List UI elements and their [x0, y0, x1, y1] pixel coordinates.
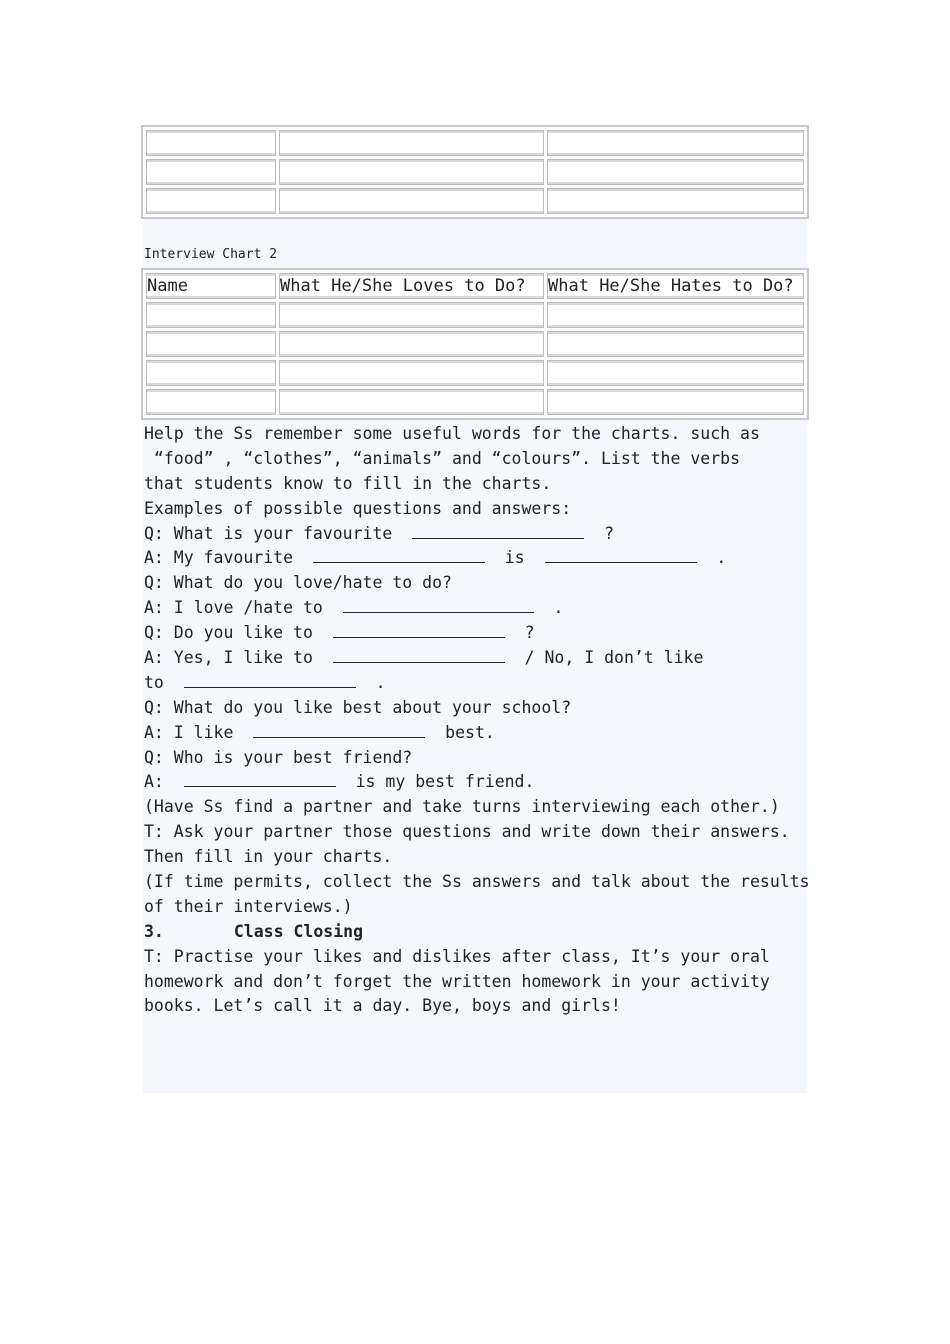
table-cell — [279, 331, 544, 357]
text-span: / No, I don’t like — [504, 648, 704, 668]
section-number: 3. — [144, 921, 164, 941]
paragraph-line: (Have Ss find a partner and take turns interviewing each other.) — [144, 797, 780, 817]
text-span: . — [355, 672, 386, 692]
table-row — [146, 130, 804, 156]
table-cell — [146, 159, 276, 185]
fill-in-blank — [333, 621, 505, 638]
table-cell — [547, 389, 804, 415]
answer-line — [144, 596, 804, 621]
interview-chart-2-table — [141, 268, 809, 420]
paragraph-line: homework and don’t forget the written homework in your activity — [144, 971, 770, 991]
table-cell — [279, 302, 544, 328]
answer-line — [144, 671, 804, 696]
question-line — [144, 522, 804, 547]
fill-in-blank — [343, 596, 534, 613]
paragraph-line: (If time permits, collect the Ss answers and talk about the results — [144, 872, 810, 892]
text-span: . — [696, 548, 727, 568]
table-row — [146, 188, 804, 214]
fill-in-blank — [412, 522, 584, 539]
table-cell — [547, 159, 804, 185]
text-span: to — [144, 672, 184, 692]
text-span: ? — [504, 623, 535, 643]
section-title: Class Closing — [233, 921, 364, 941]
question-line: Q: Who is your best friend? — [144, 747, 413, 767]
table-cell — [547, 302, 804, 328]
paragraph-line: T: Practise your likes and dislikes after class, It’s your oral — [144, 946, 770, 966]
fill-in-blank — [313, 546, 485, 563]
table-cell — [547, 188, 804, 214]
table-cell — [279, 188, 544, 214]
text-span: Q: What is your favourite — [144, 523, 413, 543]
table-cell — [146, 331, 276, 357]
text-span: A: My favourite — [144, 548, 313, 568]
text-span: ? — [584, 523, 615, 543]
question-line — [144, 621, 804, 646]
text-span: is my best friend. — [335, 772, 535, 792]
column-header-name: Name — [146, 273, 276, 299]
text-span: . — [533, 598, 564, 618]
table-cell — [279, 130, 544, 156]
table-row — [146, 389, 804, 415]
table-cell — [547, 130, 804, 156]
text-span: Q: Do you like to — [144, 623, 333, 643]
table-row — [146, 360, 804, 386]
table-row — [146, 302, 804, 328]
question-line: Q: What do you like best about your school? — [144, 697, 572, 717]
table-row — [146, 331, 804, 357]
answer-line — [144, 646, 804, 671]
paragraph-line: Then fill in your charts. — [144, 847, 393, 867]
interview-chart-1-table — [141, 125, 809, 219]
text-span: A: I like — [144, 722, 254, 742]
fill-in-blank — [253, 721, 425, 738]
table-cell — [279, 360, 544, 386]
paragraph-line: T: Ask your partner those questions and write down their answers. — [144, 822, 790, 842]
table-row — [146, 159, 804, 185]
paragraph-line: Examples of possible questions and answers: — [144, 498, 572, 518]
text-span: A: Yes, I like to — [144, 648, 333, 668]
text-span: best. — [425, 722, 495, 742]
chart-2-caption: Interview Chart 2 — [144, 247, 278, 262]
question-line: Q: What do you love/hate to do? — [144, 573, 452, 593]
answer-line — [144, 721, 804, 746]
paragraph-line: that students know to fill in the charts. — [144, 473, 552, 493]
column-header-hates: What He/She Hates to Do? — [547, 273, 804, 299]
table-cell — [279, 159, 544, 185]
table-cell — [146, 302, 276, 328]
text-span: A: — [144, 772, 184, 792]
table-cell — [547, 331, 804, 357]
table-cell — [279, 389, 544, 415]
paragraph-line: Help the Ss remember some useful words for the charts. such as — [144, 424, 760, 443]
fill-in-blank — [545, 546, 697, 563]
section-heading — [144, 920, 804, 945]
table-cell — [146, 360, 276, 386]
column-header-loves: What He/She Loves to Do? — [279, 273, 544, 299]
fill-in-blank — [184, 671, 356, 688]
table-cell — [547, 360, 804, 386]
paragraph-line: “food” , “clothes”, “animals” and “colours”. List the verbs — [144, 448, 741, 468]
paragraph-line: of their interviews.) — [144, 896, 353, 916]
answer-line — [144, 770, 804, 795]
table-cell — [146, 188, 276, 214]
answer-line — [144, 546, 804, 571]
table-cell — [146, 130, 276, 156]
text-span: A: I love /hate to — [144, 598, 343, 618]
table-header-row — [146, 273, 804, 299]
text-span: is — [484, 548, 545, 568]
lesson-text — [144, 422, 810, 1019]
fill-in-blank — [184, 770, 336, 787]
paragraph-line: books. Let’s call it a day. Bye, boys and girls! — [144, 996, 621, 1016]
fill-in-blank — [333, 646, 505, 663]
table-cell — [146, 389, 276, 415]
